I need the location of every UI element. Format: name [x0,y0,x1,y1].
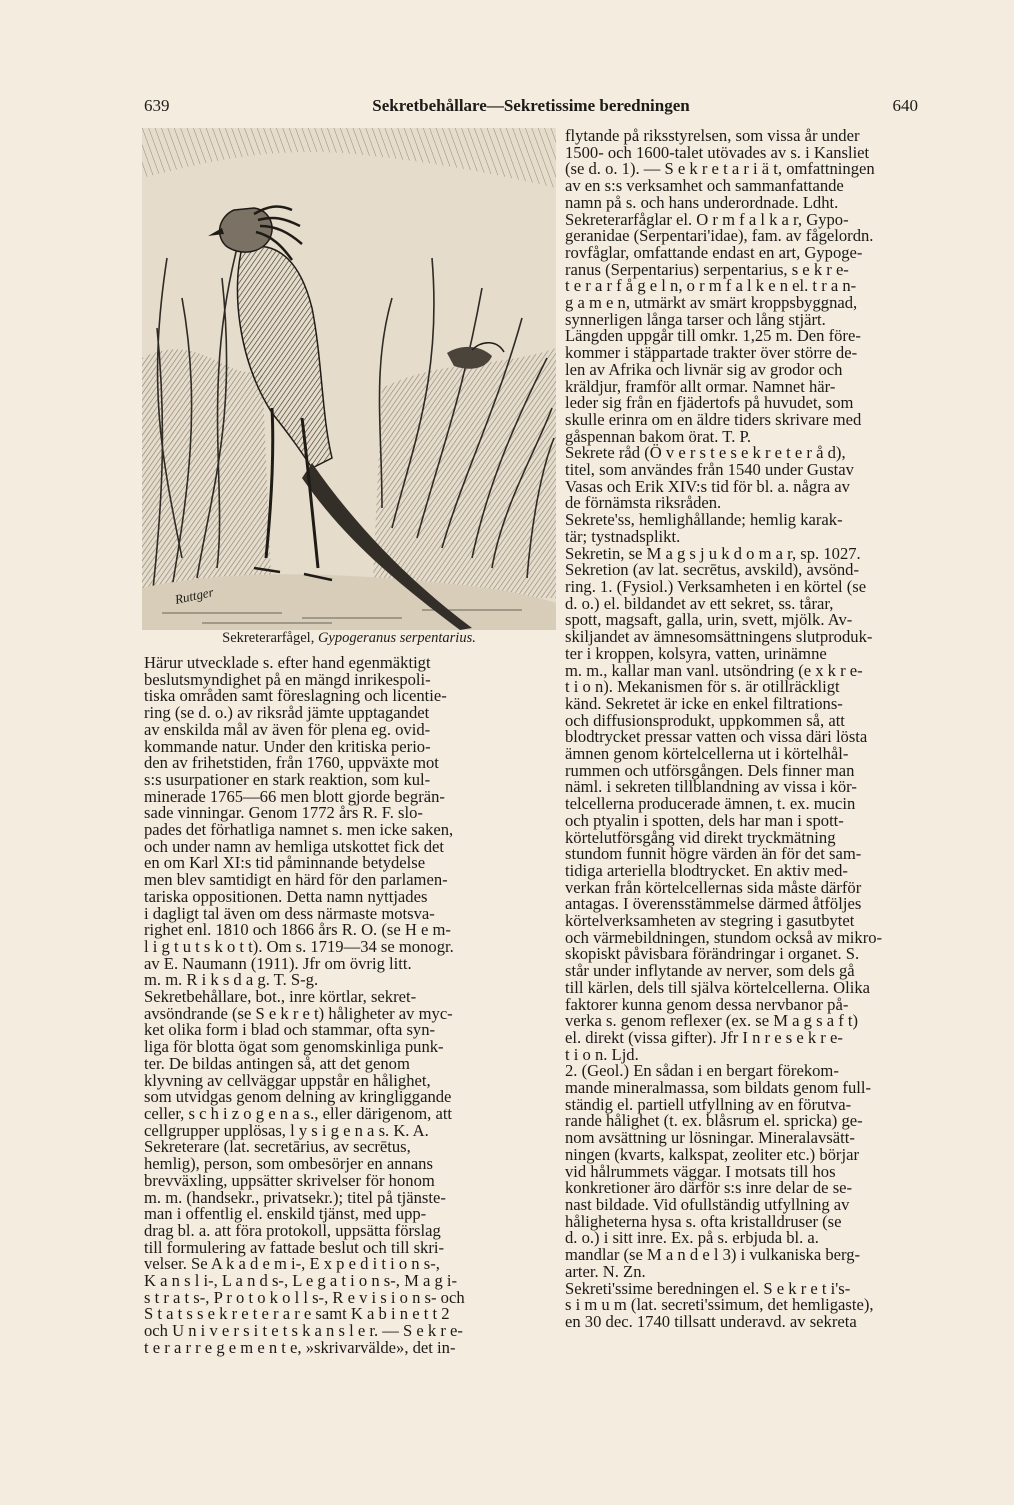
text-line: ter i kroppen, kolsyra, vatten, urinämne [565,643,827,663]
text-line: håligheterna hysa s. ofta kristalldruser (se [565,1211,842,1231]
text-line: tiska områden samt föreslagning och licentie- [144,686,447,706]
caption-text: Sekreterarfågel, [222,630,318,646]
text-line: s i m u m (lat. secreti'ssimum, det hemligaste), [565,1295,874,1315]
text-line: Vasas och Erik XIV:s tid för bl. a. några av [565,476,850,496]
header-title: Sekretbehållare—Sekretissime beredningen [372,96,690,115]
text-line: minerade 1765—66 men blott gjorde begrän- [144,786,445,806]
text-line: verkan från körtelcellernas sida måste därför [565,877,862,897]
text-line: velser. Se A k a d e m i-, E x p e d i t i o n s-, [144,1254,440,1274]
text-line: pades det förhatliga namnet s. men icke saken, [144,820,454,840]
text-line: Härur utvecklade s. efter hand egenmäktigt [144,653,431,672]
text-line: verka s. genom reflexer (ex. se M a g s a f t) [565,1011,859,1031]
text-line: rummen och utförsgången. Dels finner man [565,760,855,780]
text-line: 1500- och 1600-talet utövades av s. i Kansliet [565,142,870,162]
text-line: telcellerna producerade ämnen, t. ex. mucin [565,794,856,814]
text-line: t e r a r f å g e l n, o r m f a l k e n el. t r a n- [565,276,857,296]
text-line: Sekreterare (lat. secretārius, av secrētus, [144,1137,411,1157]
text-line: de förnämsta riksråden. [565,493,722,513]
text-line: flytande på riksstyrelsen, som vissa år under [565,126,860,145]
text-line: till formulering av fattade beslut och till skri- [144,1237,444,1257]
text-line: ring. 1. (Fysiol.) Verksamheten i en körtel (se [565,576,867,596]
text-line: el. direkt (vissa gifter). Jfr I n r e s e k r e- [565,1027,843,1047]
text-line: som utvidgas genom delning av kringliggande [144,1087,452,1107]
text-line: stundom funnit högre värden än för det sam- [565,844,862,864]
text-line: ranus (Serpentarius) serpentarius, s e k r e- [565,259,849,279]
text-line: klyvning av cellväggar uppstår en hålighet, [144,1070,431,1090]
text-line: Sekretin, se M a g s j u k d o m a r, sp. 1027. [565,543,861,563]
text-line: hemlig), person, som ombesörjer en annans [144,1154,433,1174]
secretary-bird-engraving [142,128,556,630]
text-line: skulle erinra om en äldre tiders skrivare med [565,409,862,429]
text-line: men blev samtidigt en härd för den parlamen- [144,870,448,890]
text-line: l i g t u t s k o t t). Om s. 1719—34 se monogr. [144,936,454,956]
text-line: K a n s l i-, L a n d s-, L e g a t i o n s-, M a g i- [144,1271,458,1291]
text-line: nom avsättning ur lösningar. Mineralavsätt- [565,1128,855,1148]
text-line: d. o.) el. bildandet av ett sekret, ss. tårar, [565,593,834,613]
figure-caption [144,630,554,647]
running-header [144,96,918,120]
text-line: körtelutförsgång vid direkt tryckmätning [565,827,836,847]
text-line: arter. N. Zn. [565,1261,646,1281]
right-column [565,128,960,1331]
text-line: gåspennan bakom örat. T. P. [565,426,752,446]
text-line: skopiskt påvisbara förändringar i organet. S. [565,944,860,964]
text-line: liga för blotta ögat som genomskinliga punk- [144,1037,444,1057]
text-line: Sekrete'ss, hemlighållande; hemlig karak- [565,510,843,530]
text-line: står under inflytande av nerver, som dels gå [565,961,855,981]
text-line: blodtrycket pressar vatten och vissa däri lösta [565,727,868,747]
text-line: titel, som användes från 1540 under Gustav [565,460,854,480]
text-line: sade vinningar. Genom 1772 års R. F. slo- [144,803,423,823]
text-line: antagas. I överensstämmelse därmed åtföljes [565,894,862,914]
text-line: till kärlen, dels till själva körtelcellerna. Olika [565,977,871,997]
text-line: geranidae (Serpentari'idae), fam. av fågelordn. [565,226,874,246]
text-line: ständig el. partiell utfyllning av en förutva- [565,1094,852,1114]
text-line: i dagligt tal även om dess närmaste motsva- [144,903,435,923]
page-number-left: 639 [144,96,170,115]
text-line: brevväxling, uppsätter skrivelser för honom [144,1170,435,1190]
text-line: ter. De bildas antingen så, att det genom [144,1053,410,1073]
text-line: skiljandet av ämnesomsättningens slutproduk- [565,627,873,647]
text-line: s t r a t s-, P r o t o k o l l s-, R e v i s i o n s- och [144,1287,465,1307]
text-line: faktorer kunna genom dessa nervbanor på- [565,994,849,1014]
artist-signature: Ruttger [173,584,215,607]
text-line: och under namn av hemliga utskottet fick det [144,836,444,856]
text-line: ämnen genom körtelcellerna ut i körtelhål- [565,744,849,764]
text-line: av en s:s verksamhet och sammanfattande [565,176,844,196]
text-line: cellgrupper upplösas, l y s i g e n a s. K. A. [144,1120,429,1140]
text-line: kommande natur. Under den kritiska perio- [144,736,431,756]
text-line: beslutsmyndighet på en mängd inrikespoli- [144,669,431,689]
text-line: mandlar (se M a n d e l 3) i vulkaniska berg- [565,1245,861,1265]
text-line: tidiga arteriella blodtrycket. En aktiv med- [565,860,848,880]
text-line: Sekreti'ssime beredningen el. S e k r e t i's- [565,1278,851,1298]
text-line: nast bildade. Vid ofullständig utfyllning av [565,1195,850,1214]
text-line: av E. Naumann (1911). Jfr om övrig litt. [144,953,412,973]
text-line: en om Karl XI:s tid påminnande betydelse [144,853,426,873]
text-line: näml. i sekreten tillblandning av vissa i kör- [565,777,857,797]
text-line: kommer i stäppartade trakter över större de- [565,343,858,363]
left-column [144,655,554,1357]
text-line: kräldjur, framför allt ormar. Namnet här- [565,376,836,396]
text-line: celler, s c h i z o g e n a s., eller därigenom, att [144,1103,453,1123]
caption-species: Gypogeranus serpentarius. [317,630,476,646]
text-line: en 30 dec. 1740 tillsatt underavd. av sekreta [565,1311,857,1331]
text-line: ningen (kvarts, kalkspat, zeoliter etc.) börjar [565,1144,859,1164]
text-line: t i o n. Ljd. [565,1044,639,1064]
text-line: s:s usurpationer en stark reaktion, som kul- [144,769,431,789]
text-line: och värmebildningen, stundom också av mikro- [565,927,883,947]
text-line: man i offentlig el. enskild tjänst, med upp- [144,1204,427,1224]
text-line: körtelverksamheten av stegring i gasutbytet [565,911,855,931]
text-line: d. o.) i sitt inre. Ex. på s. erbjuda bl. a. [565,1228,819,1248]
text-line: tariska oppositionen. Detta namn nyttjades [144,886,428,906]
text-line: Sekrete råd (Ö v e r s t e s e k r e t e r å d), [565,443,846,463]
text-line: rande hålighet (t. ex. blåsrum el. spricka) ge- [565,1111,863,1131]
text-line: Sekretbehållare, bot., inre körtlar, sekret- [144,987,417,1007]
text-line: spott, magsaft, galla, urin, svett, mjölk. Av- [565,610,853,630]
text-line: och U n i v e r s i t e t s k a n s l e r. — S e k r e- [144,1321,463,1341]
text-line: m. m. R i k s d a g. T. S-g. [144,970,319,990]
text-line: och diffusionsprodukt, uppkommen så, att [565,710,845,730]
text-line: drag bl. a. att föra protokoll, uppsätta förslag [144,1220,441,1240]
text-line: känd. Sekretet är icke en enkel filtrations- [565,693,843,713]
text-line: righet enl. 1810 och 1866 års R. O. (se H e m- [144,920,451,940]
text-line: t i o n). Mekanismen för s. är otillräckligt [565,677,840,697]
text-line: 2. (Geol.) En sådan i en bergart förekom- [565,1061,839,1081]
text-line: ket olika form i blad och stammar, ofta syn- [144,1020,436,1040]
text-line: ring (se d. o.) av riksråd jämte upptagandet [144,703,430,723]
text-line: rovfåglar, omfattande endast en art, Gypoge- [565,242,863,262]
text-line: konkretioner äro därför s:s inre delar de se- [565,1178,853,1198]
page-number-right: 640 [892,96,918,115]
text-line: tär; tystnadsplikt. [565,526,681,546]
text-line: av enskilda mål av även för plena eg. ovid- [144,719,431,739]
text-line: len av Afrika och livnär sig av grodor och [565,359,843,379]
text-line: leder sig från en fjädertofs på huvudet, som [565,393,854,413]
text-line: m. m. (handsekr., privatsekr.); titel på tjänste- [144,1187,446,1207]
text-line: Sekreterarfåglar el. O r m f a l k a r, Gypo- [565,209,849,229]
text-line: Längden uppgår till omkr. 1,25 m. Den före- [565,326,861,346]
text-line: synnerligen långa tarser och lång stjärt. [565,309,826,329]
text-line: mande mineralmassa, som bildats genom full- [565,1078,871,1098]
text-line: namn på s. och hans underordnade. Ldht. [565,192,839,212]
text-line: och ptyalin i spotten, dels har man i spott- [565,810,844,830]
text-line: m. m., kallar man vanl. utsöndring (e x k r e- [565,660,863,680]
text-line: Sekretion (av lat. secrētus, avskild), avsönd- [565,560,859,580]
text-line: S t a t s s e k r e t e r a r e samt K a b i n e t t 2 [144,1304,450,1324]
text-line: g a m e n, utmärkt av smärt kroppsbyggnad, [565,293,858,313]
text-line: avsöndrande (se S e k r e t) håligheter av myc- [144,1003,453,1023]
text-line: vid hålrummets väggar. I motsats till hos [565,1161,836,1181]
text-line: (se d. o. 1). — S e k r e t a r i ä t, omfattningen [565,159,875,179]
text-line: den av frihetstiden, från 1760, uppväxte mot [144,753,439,773]
text-line: t e r a r r e g e m e n t e, »skrivarvälde», det in- [144,1337,456,1357]
